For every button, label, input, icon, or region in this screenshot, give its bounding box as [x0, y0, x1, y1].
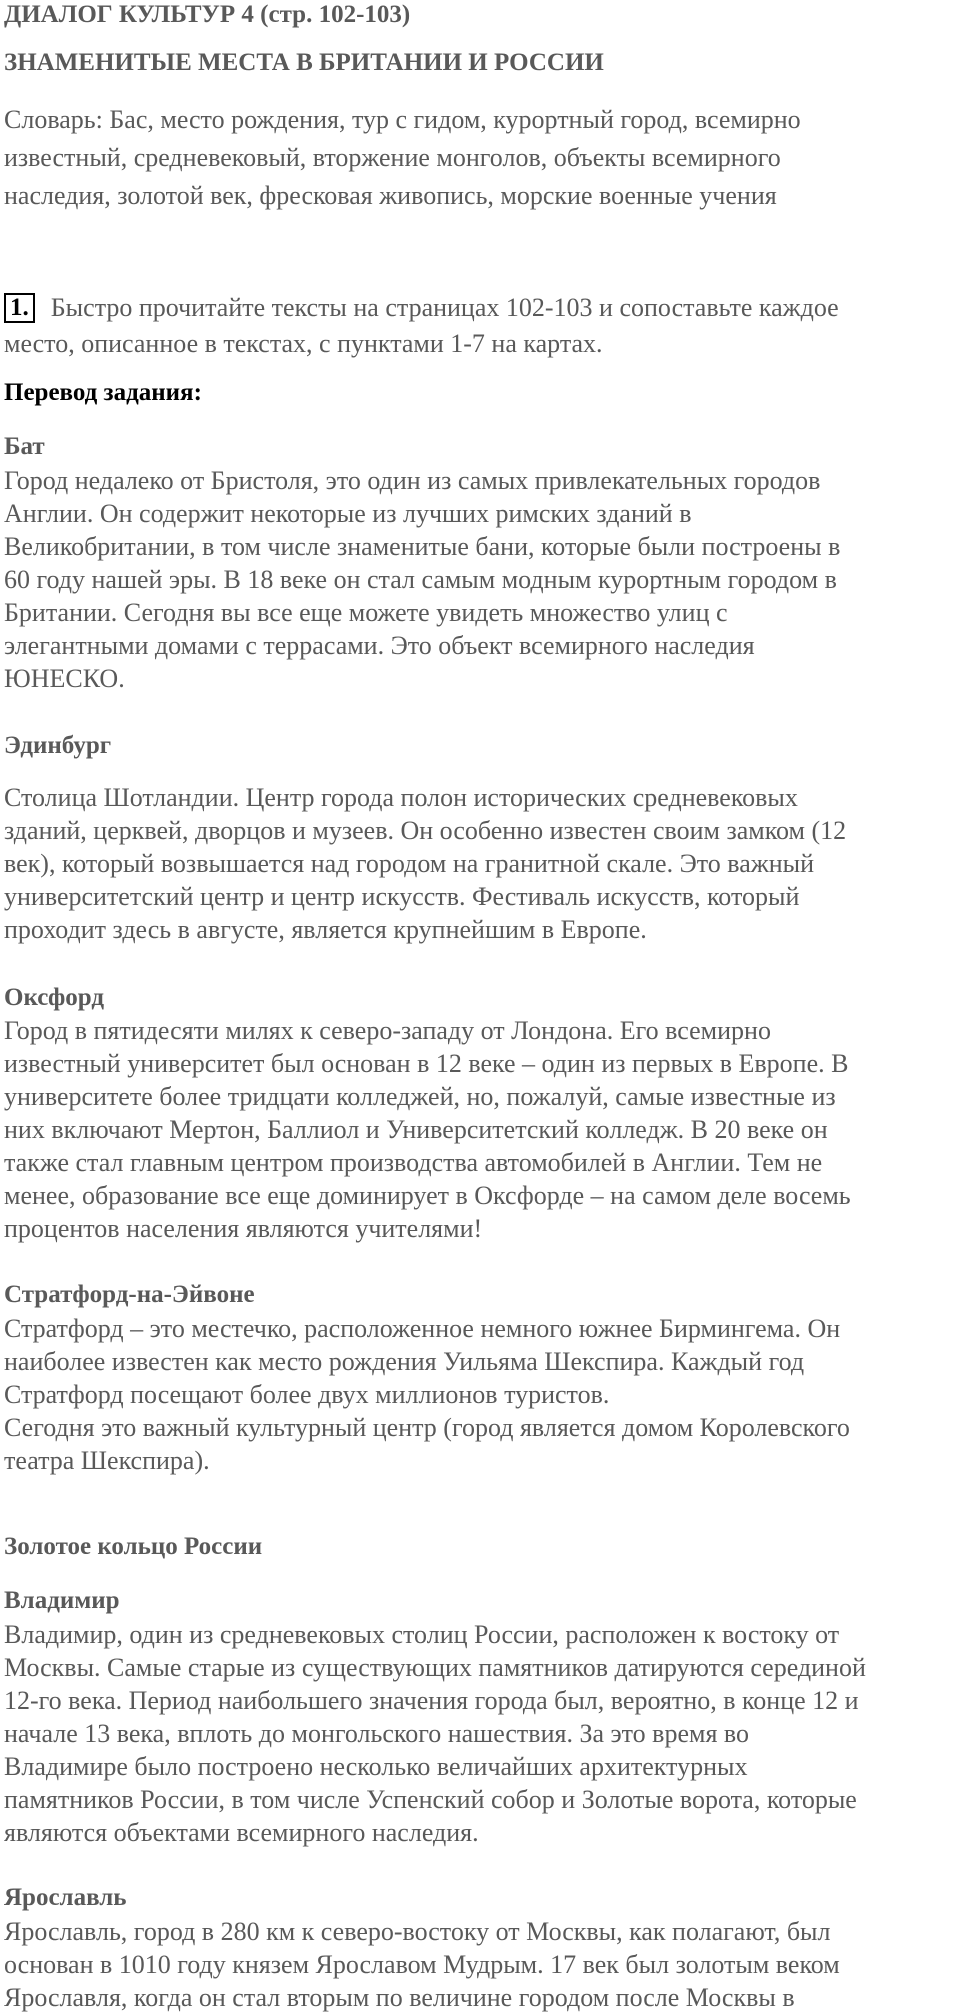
section-text-line: университете более тридцати колледжей, но, пожалуй, самые известные из — [4, 1082, 836, 1111]
section-text-line: Город недалеко от Бристоля, это один из самых привлекательных городов — [4, 466, 821, 495]
section-text-line: Стратфорд – это местечко, расположенное немного южнее Бирмингема. Он — [4, 1314, 841, 1343]
section-text-line: Москвы. Самые старые из существующих памятников датируются серединой — [4, 1653, 866, 1682]
section-text-line: основан в 1010 году князем Ярославом Мудрым. 17 век был золотым веком — [4, 1950, 840, 1979]
section-title-golden-ring: Золотое кольцо России — [4, 1533, 263, 1560]
document-title: ДИАЛОГ КУЛЬТУР 4 (стр. 102-103) — [4, 1, 411, 28]
task-number-badge: 1. — [4, 293, 35, 323]
section-text-line: Ярославль, город в 280 км к северо-востоку от Москвы, как полагают, был — [4, 1917, 831, 1946]
section-text-line: Столица Шотландии. Центр города полон исторических средневековых — [4, 783, 798, 812]
section-title-stratford: Стратфорд-на-Эйвоне — [4, 1281, 255, 1308]
section-title-oxford: Оксфорд — [4, 984, 105, 1011]
section-text-line: проходит здесь в августе, является крупнейшим в Европе. — [4, 915, 647, 944]
section-text-line: Великобритании, в том числе знаменитые бани, которые были построены в — [4, 532, 841, 561]
section-text-line: наиболее известен как место рождения Уильяма Шекспира. Каждый год — [4, 1347, 805, 1376]
section-text-line: Город в пятидесяти милях к северо-западу от Лондона. Его всемирно — [4, 1016, 771, 1045]
task-instruction-line — [4, 292, 839, 324]
section-text-line: 60 году нашей эры. В 18 веке он стал самым модным курортным городом в — [4, 565, 837, 594]
section-text-line: ЮНЕСКО. — [4, 664, 125, 693]
vocabulary-line: известный, средневековый, вторжение монголов, объекты всемирного — [4, 143, 781, 172]
section-title-yaroslavl: Ярославль — [4, 1884, 127, 1911]
section-text-line: являются объектами всемирного наследия. — [4, 1818, 479, 1847]
section-text-line: Англии. Он содержит некоторые из лучших римских зданий в — [4, 499, 692, 528]
section-text-line: Ярославля, когда он стал вторым по величине городом после Москвы в — [4, 1983, 795, 2012]
section-text-line: известный университет был основан в 12 веке – один из первых в Европе. В — [4, 1049, 849, 1078]
section-text-line: Сегодня это важный культурный центр (город является домом Королевского — [4, 1413, 850, 1442]
section-text-line: также стал главным центром производства автомобилей в Англии. Тем не — [4, 1148, 823, 1177]
task-instruction-text: Быстро прочитайте тексты на страницах 102-103 и сопоставьте каждое — [50, 293, 839, 322]
section-text-line: век), который возвышается над городом на гранитной скале. Это важный — [4, 849, 815, 878]
section-text-line: элегантными домами с террасами. Это объект всемирного наследия — [4, 631, 755, 660]
section-text-line: них включают Мертон, Баллиол и Университетский колледж. В 20 веке он — [4, 1115, 828, 1144]
section-text-line: менее, образование все еще доминирует в Оксфорде – на самом деле восемь — [4, 1181, 851, 1210]
section-title-vladimir: Владимир — [4, 1587, 120, 1614]
section-text-line: Стратфорд посещают более двух миллионов туристов. — [4, 1380, 610, 1409]
section-text-line: театра Шекспира). — [4, 1446, 210, 1475]
section-text-line: памятников России, в том числе Успенский собор и Золотые ворота, которые — [4, 1785, 857, 1814]
section-text-line: университетский центр и центр искусств. Фестиваль искусств, который — [4, 882, 800, 911]
document-subtitle: ЗНАМЕНИТЫЕ МЕСТА В БРИТАНИИ И РОССИИ — [4, 49, 604, 76]
section-text-line: Владимире было построено несколько величайших архитектурных — [4, 1752, 748, 1781]
translation-heading: Перевод задания: — [4, 379, 202, 406]
section-text-line: Владимир, один из средневековых столиц России, расположен к востоку от — [4, 1620, 840, 1649]
vocabulary-line: Словарь: Бас, место рождения, тур с гидом, курортный город, всемирно — [4, 105, 801, 134]
section-text-line: 12-го века. Период наибольшего значения города был, вероятно, в конце 12 и — [4, 1686, 859, 1715]
section-title-edinburgh: Эдинбург — [4, 732, 112, 759]
section-text-line: процентов населения являются учителями! — [4, 1214, 483, 1243]
task-instruction-line: место, описанное в текстах, с пунктами 1-7 на картах. — [4, 329, 603, 358]
section-text-line: Британии. Сегодня вы все еще можете увидеть множество улиц с — [4, 598, 728, 627]
section-title-bath: Бат — [4, 433, 45, 460]
section-text-line: начале 13 века, вплоть до монгольского нашествия. За это время во — [4, 1719, 750, 1748]
vocabulary-line: наследия, золотой век, фресковая живопись, морские военные учения — [4, 181, 777, 210]
section-text-line: зданий, церквей, дворцов и музеев. Он особенно известен своим замком (12 — [4, 816, 847, 845]
